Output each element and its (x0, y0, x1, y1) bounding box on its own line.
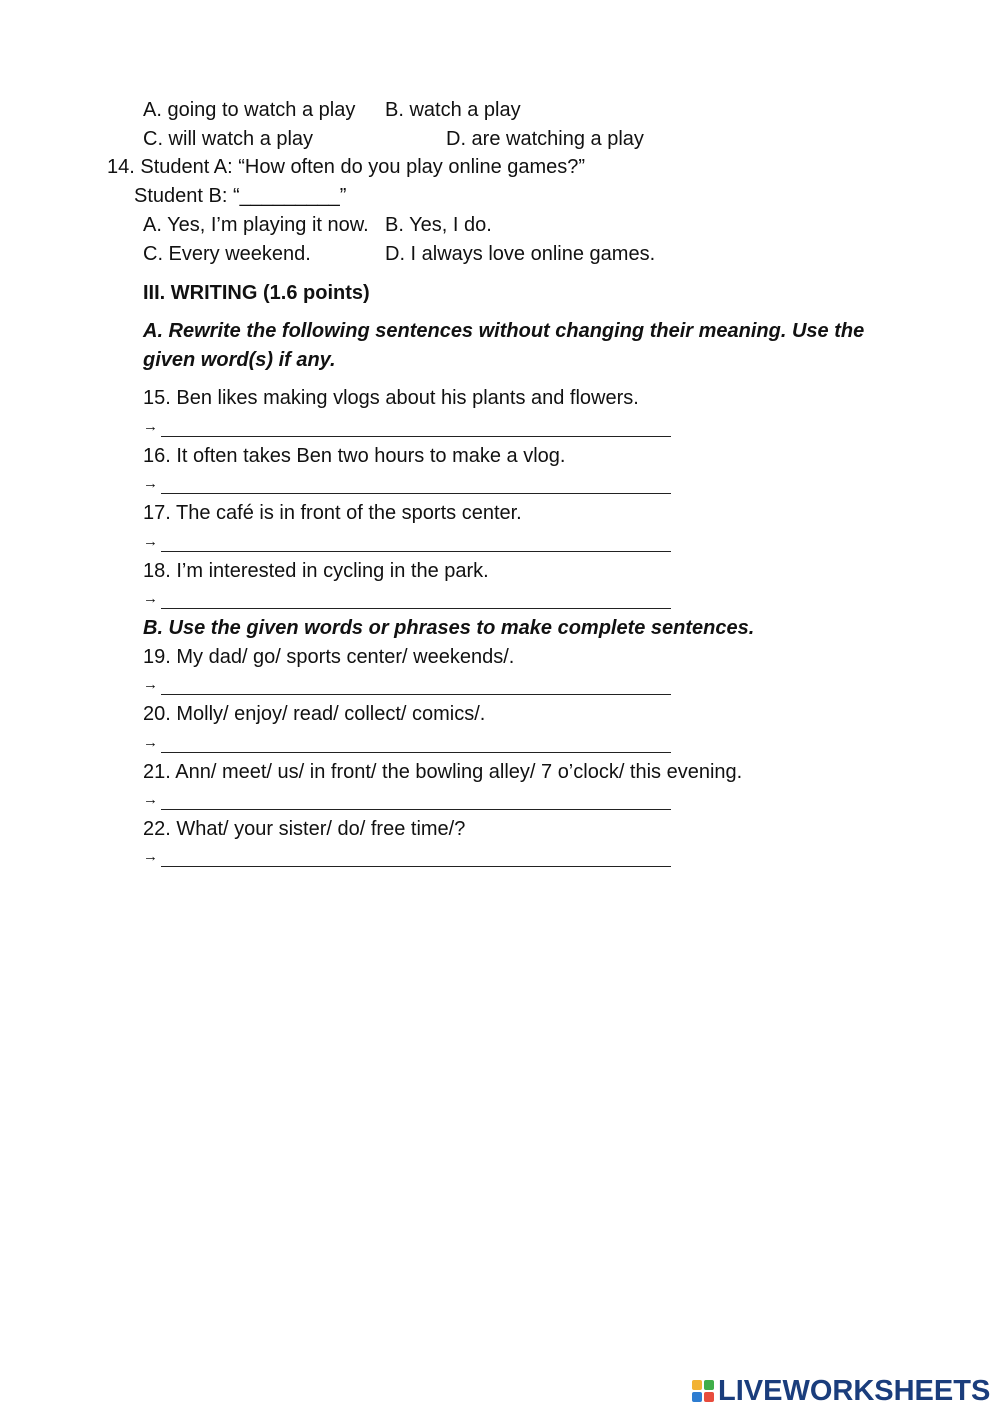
q14-option-d: D. I always love online games. (385, 243, 656, 265)
arrow-icon: → (143, 676, 158, 693)
arrow-icon: → (143, 475, 158, 492)
part-a-instruction-line1: A. Rewrite the following sentences without changing their meaning. Use the (143, 320, 865, 342)
q14-option-b: B. Yes, I do. (385, 214, 492, 236)
item-16-prompt: 16. It often takes Ben two hours to make a vlog. (143, 445, 566, 467)
q14-option-a: A. Yes, I’m playing it now. (143, 214, 369, 236)
arrow-icon: → (143, 791, 158, 808)
logo-wordmark: LIVEWORKSHEETS (718, 1374, 991, 1407)
q13-option-d: D. are watching a play (446, 128, 644, 150)
arrow-icon: → (143, 418, 158, 435)
liveworksheets-logo (692, 1374, 990, 1408)
part-a-instruction-line2: given word(s) if any. (143, 349, 336, 371)
q13-option-c: C. will watch a play (143, 128, 314, 150)
arrow-icon: → (143, 734, 158, 751)
arrow-icon: → (143, 848, 158, 865)
arrow-icon: → (143, 590, 158, 607)
item-22-prompt: 22. What/ your sister/ do/ free time/? (143, 818, 466, 840)
item-17-prompt: 17. The café is in front of the sports center. (143, 502, 522, 524)
item-18-prompt: 18. I’m interested in cycling in the park. (143, 560, 489, 582)
q14-question: 14. Student A: “How often do you play online games?” (107, 156, 586, 178)
item-15-prompt: 15. Ben likes making vlogs about his plants and flowers. (143, 387, 639, 409)
item-19-prompt: 19. My dad/ go/ sports center/ weekends/. (143, 646, 515, 668)
q14-option-c: C. Every weekend. (143, 243, 311, 265)
logo-grid-icon (692, 1380, 714, 1402)
q13-option-a: A. going to watch a play (143, 99, 356, 121)
arrow-icon: → (143, 533, 158, 550)
section-heading-writing: III. WRITING (1.6 points) (143, 282, 370, 304)
part-b-instruction: B. Use the given words or phrases to make complete sentences. (143, 617, 755, 639)
item-21-prompt: 21. Ann/ meet/ us/ in front/ the bowling alley/ 7 o’clock/ this evening. (143, 761, 743, 783)
q13-option-b: B. watch a play (385, 99, 521, 121)
q14-response: Student B: “_________” (134, 185, 347, 207)
item-20-prompt: 20. Molly/ enjoy/ read/ collect/ comics/. (143, 703, 486, 725)
